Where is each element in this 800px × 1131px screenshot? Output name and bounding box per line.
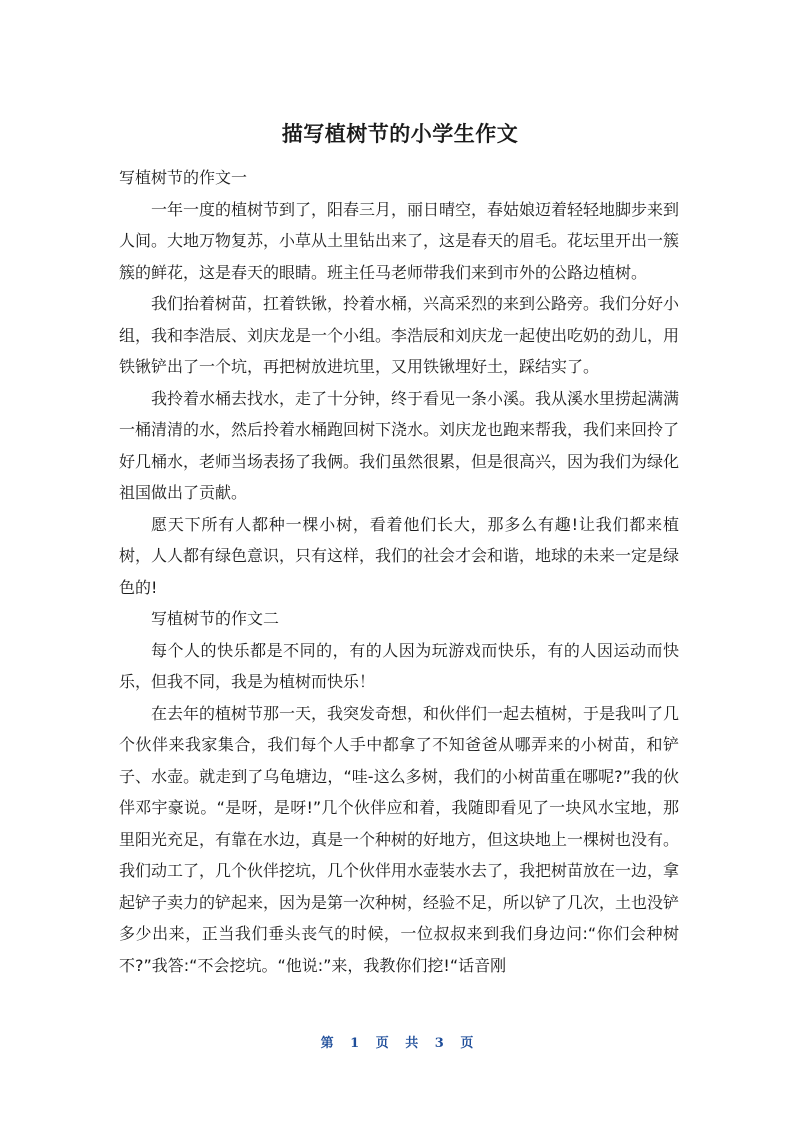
document-title: 描写植树节的小学生作文 (281, 122, 519, 146)
paragraph: 在去年的植树节那一天，我突发奇想，和伙伴们一起去植树，于是我叫了几个伙伴来我家集合，我们每个人手中都拿了不知爸爸从哪弄来的小树苗，和铲子、水壶。就走到了乌龟塘边，“哇-这么多树，我们的小树苗重在哪呢?”我的伙伴邓宇豪说。“是呀，是呀!”几个伙伴应和着，我随即看见了一块风水宝地，那里阳光充足，有靠在水边，真是一个种树的好地方，但这块地上一棵树也没有。我们动工了，几个伙伴挖坑，几个伙伴用水壶装水去了，我把树苗放在一边，拿起铲子卖力的铲起来，因为是第一次种树，经验不足，所以铲了几次，土也没铲多少出来，正当我们垂头丧气的时候，一位叔叔来到我们身边问:“你们会种树不?”我答:“不会挖坑。“他说:”来，我教你们挖!“话音刚 (119, 703, 680, 975)
paragraph: 我拎着水桶去找水，走了十分钟，终于看见一条小溪。我从溪水里捞起满满一桶清清的水，然后拎着水桶跑回树下浇水。刘庆龙也跑来帮我，我们来回拎了好几桶水，老师当场表扬了我俩。我们虽然很累，但是很高兴，因为我们为绿化祖国做出了贡献。 (119, 388, 680, 502)
paragraph: 我们抬着树苗，扛着铁锹，拎着水桶，兴高采烈的来到公路旁。我们分好小组，我和李浩辰、刘庆龙是一个小组。李浩辰和刘庆龙一起使出吃奶的劲儿，用铁锹铲出了一个坑，再把树放进坑里，又用铁锹埋好土，踩结实了。 (119, 294, 680, 376)
document-body (119, 162, 679, 981)
paragraph: 愿天下所有人都种一棵小树，看着他们长大，那多么有趣!让我们都来植树，人人都有绿色意识，只有这样，我们的社会才会和谐，地球的未来一定是绿色的! (119, 514, 680, 597)
section-heading: 写植树节的作文二 (151, 609, 280, 628)
section-heading: 写植树节的作文一 (119, 168, 248, 187)
paragraph: 每个人的快乐都是不同的，有的人因为玩游戏而快乐，有的人因运动而快乐，但我不同，我是为植树而快乐！ (119, 640, 679, 691)
page-number-footer: 第 1 页 共 3 页 (320, 1036, 480, 1051)
paragraph: 一年一度的植树节到了，阳春三月，丽日晴空，春姑娘迈着轻轻地脚步来到人间。大地万物复苏，小草从土里钻出来了，这是春天的眉毛。花坛里开出一簇簇的鲜花，这是春天的眼睛。班主任马老师带我们来到市外的公路边植树。 (119, 199, 680, 282)
